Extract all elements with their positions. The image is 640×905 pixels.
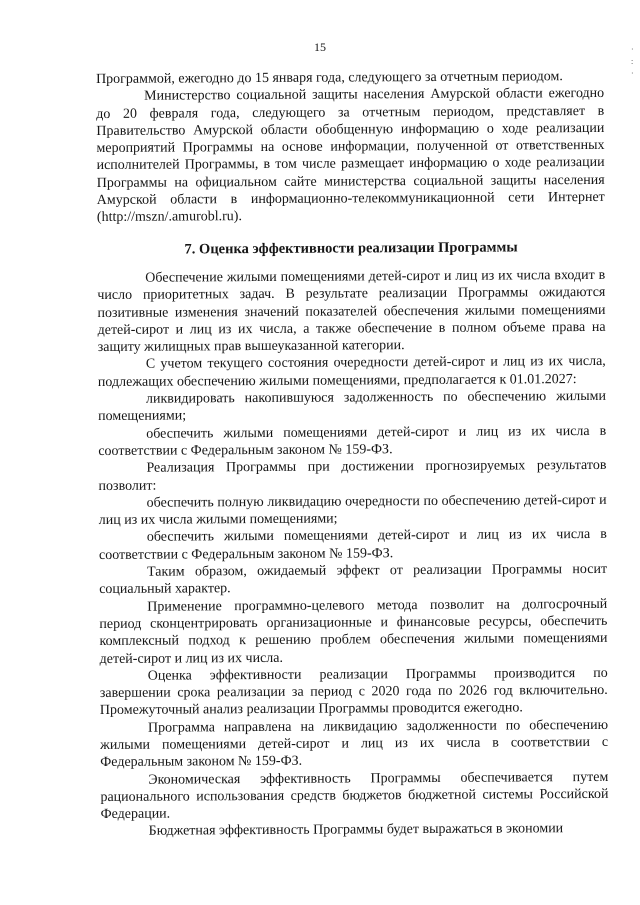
paragraph: Программой, ежегодно до 15 января года, следующего за отчетным периодом. — [96, 69, 563, 87]
paragraph: обеспечить жилыми помещениями детей-сирот и лиц из их числа в соответствии с Федеральным законом № 159-ФЗ. — [98, 527, 607, 563]
edge-mark: · — [631, 69, 634, 78]
scan-edge-marks — [631, 44, 637, 80]
paragraph: Обеспечение жилыми помещениями детей-сирот и лиц из их числа входит в число приоритетных задач. В результате реализации Программы ожидаются позитивные изменения значений показателей обеспечения жилыми помещениями детей-сирот и лиц из их числа, а также обеспечение в полном объеме права на защиту жилищных прав вышеуказанной категории. — [97, 267, 606, 356]
paragraph: Оценка эффективности реализации Программы производится по завершении срока реализации за период с 2020 года по 2026 год включительно. Промежуточный анализ реализации Программы проводится ежегодно. — [99, 665, 608, 719]
section-heading: 7. Оценка эффективности реализации Программы — [184, 239, 518, 258]
edge-mark: : — [631, 57, 634, 66]
paragraph: Экономическая эффективность Программы обеспечивается путем рационального использования средств бюджетов бюджетной системы Российской Федерации. — [100, 769, 609, 823]
paragraph: Применение программно-целевого метода позволит на долгосрочный период сконцентрировать организационные и финансовые ресурсы, обеспечить комплексный подход к решению проблем обеспечения жилыми помещениями детей-сирот и лиц из их числа. — [99, 596, 608, 667]
paragraph: Таким образом, ожидаемый эффект от реализации Программы носит социальный характер. — [99, 561, 608, 598]
paragraph: Программа направлена на ликвидацию задолженности по обеспечению жилыми помещениями детей-сирот и лиц из их числа в соответствии с Федеральным законом № 159-ФЗ. — [100, 717, 609, 771]
edge-mark: · — [631, 45, 634, 54]
paragraph: Министерство социальной защиты населения Амурской области ежегодно до 20 февраля года, следующего за отчетным периодом, представляет в Правительство Амурской области обобщенную информацию о ходе реализации мероприятий Программы на основе информации, полученной от ответственных исполнителей Программы, в том числе размещает информацию о ходе реализации Программы на официальном сайте министерства социальной защиты населения Амурской области в информационно-телекоммуникационной сети Интернет (http://mszn/.amurobl.ru). — [96, 86, 605, 226]
page-number: 15 — [314, 40, 326, 54]
paragraph: Бюджетная эффективность Программы будет выражаться в экономии — [148, 821, 564, 840]
paragraph: обеспечить жилыми помещениями детей-сирот и лиц из их числа в соответствии с Федеральным законом № 159-ФЗ. — [98, 423, 607, 459]
document-body — [96, 68, 609, 841]
paragraph: обеспечить полную ликвидацию очередности по обеспечению детей-сирот и лиц из их числа жилыми помещениями; — [98, 492, 607, 529]
paragraph: С учетом текущего состояния очередности детей-сирот и лиц из их числа, подлежащих обеспечению жилыми помещениями, предполагается к 01.01.2027: — [97, 354, 606, 390]
paragraph: Реализация Программы при достижении прогнозируемых результатов позволит: — [98, 458, 607, 494]
paragraph: ликвидировать накопившуюся задолженность по обеспечению жилыми помещениями; — [98, 388, 607, 425]
